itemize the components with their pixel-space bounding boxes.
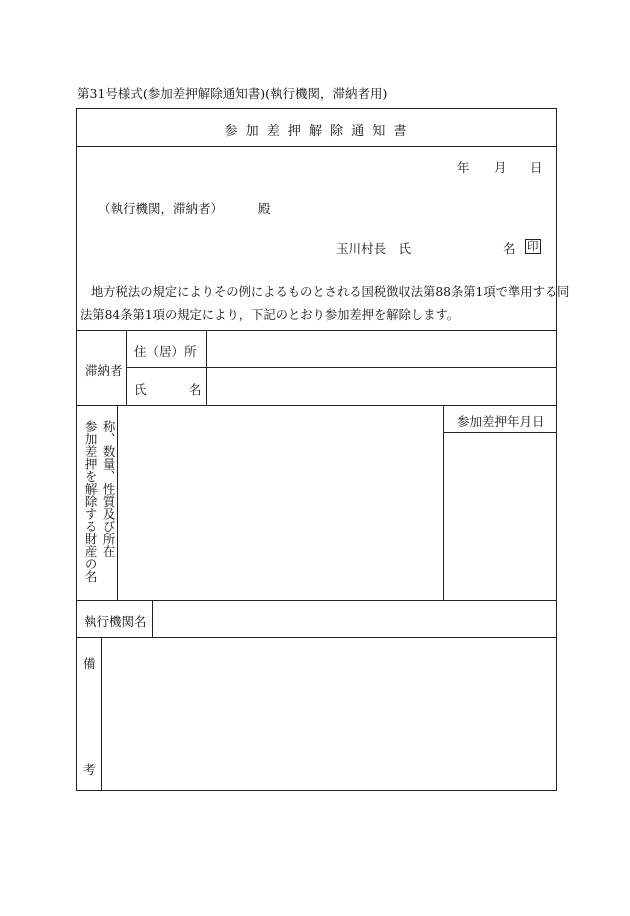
property-date-divider — [443, 405, 444, 601]
recipient-label: （執行機関，滞納者） — [98, 201, 224, 216]
frame-right-line — [556, 108, 557, 791]
seal-mark — [525, 238, 541, 254]
body-text-line-1: 地方税法の規定によりその例によるものとされる国税徴収法第88条第1項で準用する同 — [91, 285, 570, 299]
executing-agency-label: 執行機関名 — [84, 614, 147, 629]
address-label: 住（居）所 — [134, 344, 197, 359]
delinquent-mid-line — [126, 367, 557, 368]
agency-divider — [152, 600, 153, 638]
remarks-label-top: 備 — [83, 656, 96, 671]
recipient-honorific: 殿 — [258, 201, 271, 216]
body-text-line-2: 法第84条第1項の規定により，下記のとおり参加差押を解除します。 — [80, 308, 460, 322]
remarks-label-bottom: 考 — [83, 762, 96, 777]
seal-label: 印 — [527, 239, 539, 253]
document-title: 参 加 差 押 解 除 通 知 書 — [224, 124, 409, 139]
sender-name-suffix: 名 — [503, 241, 516, 256]
property-date-header: 参加差押年月日 — [457, 414, 545, 429]
frame-bottom-line — [76, 790, 557, 791]
form-number-label: 第31号様式(参加差押解除通知書)(執行機関，滞納者用) — [77, 86, 388, 101]
frame-top-line — [76, 108, 557, 109]
delinquent-top-line — [76, 330, 557, 331]
property-label-col-1: 参加差押を解除する財産の名 — [83, 420, 99, 583]
remarks-divider — [101, 637, 102, 791]
title-divider — [76, 146, 557, 147]
property-label-col-2: 称、数量、性質及び所在 — [101, 420, 117, 558]
date-year-label: 年 — [457, 160, 470, 175]
name-label-second: 名 — [189, 382, 202, 397]
delinquent-label-divider — [126, 330, 127, 405]
delinquent-field-divider — [206, 330, 207, 405]
sender-name: 玉川村長 氏 — [336, 241, 412, 256]
property-date-header-line — [443, 432, 557, 433]
name-label-first: 氏 — [134, 382, 147, 397]
agency-bottom-line — [76, 637, 557, 638]
frame-left-line — [76, 108, 77, 791]
property-label-divider — [117, 405, 118, 601]
date-day-label: 日 — [530, 160, 543, 175]
date-month-label: 月 — [494, 160, 507, 175]
property-bottom-line — [76, 600, 557, 601]
delinquent-section-label: 滞納者 — [85, 363, 123, 378]
delinquent-bottom-line — [76, 405, 557, 406]
